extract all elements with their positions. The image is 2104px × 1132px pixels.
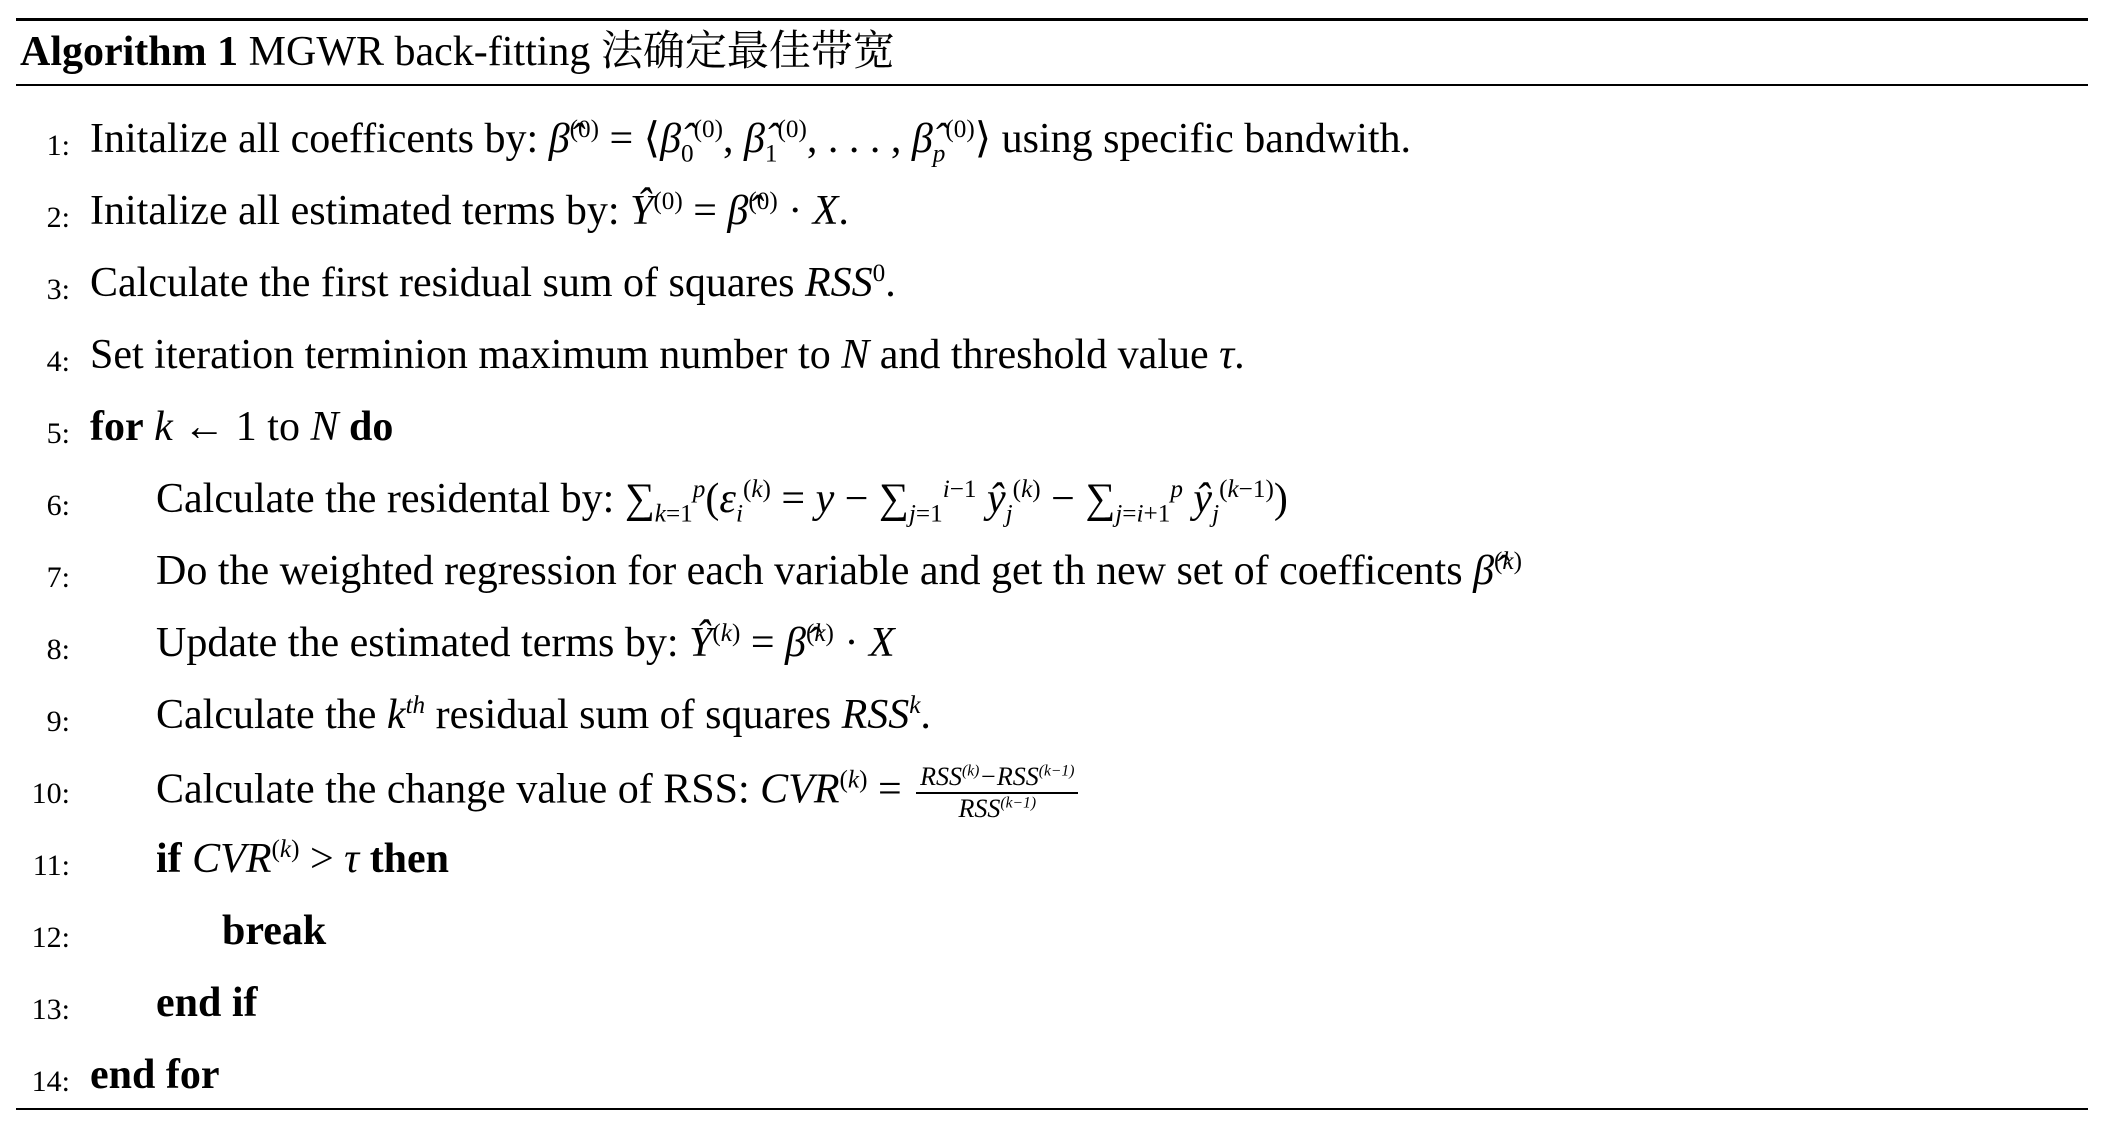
algorithm-line-3 (0, 244, 2104, 316)
line-text: Initalize all coefficents by: β̂$^{(0)}$ = $⟨\betâ_0^{(0)}$, $\betâ_1^{(0)}$, . . . , $\betâ_p^{(0)}⟩$ using specific bandwith. (90, 116, 1412, 168)
line-text: end if (156, 980, 258, 1026)
line-text: end for (90, 1052, 220, 1098)
line-text: Update the estimated terms by: $Ŷ^{(k)}$ = β̂$^{(k)}$ · X (156, 620, 895, 666)
line-number: 14: (31, 1065, 70, 1098)
line-text: break (222, 908, 327, 954)
line-text: Initalize all estimated terms by: $Ŷ^{(0)}$ = β̂$^{(0)}$ · X. (90, 188, 849, 234)
algorithm-line-14 (0, 1036, 2104, 1108)
line-text: Set iteration terminion maximum number to N and threshold value τ. (90, 332, 1245, 378)
line-number: 11: (32, 849, 70, 882)
cvr-fraction: $\frac{RSS^{(k)}-RSS^{(k-1)}}{RSS^{(k-1)}}$ (916, 762, 1078, 824)
algorithm-line-2 (0, 172, 2104, 244)
bottom-rule (16, 1108, 2088, 1110)
line-number: 4: (46, 345, 70, 378)
algorithm-line-6 (0, 460, 2104, 532)
line-number: 10: (31, 777, 70, 810)
algorithm-label: Algorithm 1 (20, 29, 239, 75)
line-number: 3: (46, 273, 70, 306)
line-number: 8: (46, 633, 70, 666)
algorithm-line-7 (0, 532, 2104, 604)
line-text: if $CVR^{(k)} > \tau$ then (156, 836, 450, 882)
line-number: 1: (46, 129, 70, 162)
line-number: 6: (46, 489, 70, 522)
line-text: Calculate the change value of RSS: $CVR^{(k)}$ = $\frac{RSS^{(k)}-RSS^{(k-1)}}{RSS^{(k-1)}}$ (156, 762, 1082, 824)
line-number: 7: (46, 561, 70, 594)
caption-rule (16, 84, 2088, 86)
line-text: Calculate the first residual sum of squares RSS$^0$. (90, 260, 896, 306)
algorithm-title: MGWR back-fitting 法确定最佳带宽 (248, 29, 895, 75)
line-number: 9: (46, 705, 70, 738)
algorithm-line-13 (0, 964, 2104, 1036)
line-number: 12: (31, 921, 70, 954)
line-text: Calculate the $k^{th}$ residual sum of squares RSS$^k$. (156, 692, 931, 738)
algorithm-line-4 (0, 316, 2104, 388)
line-text: for k ← 1 to N do (90, 404, 394, 450)
line-number: 5: (46, 417, 70, 450)
algorithm-line-1 (0, 100, 2104, 172)
line-number: 13: (31, 993, 70, 1026)
algorithm-line-10 (0, 748, 2104, 823)
top-rule (16, 18, 2088, 21)
algorithm-line-12 (0, 892, 2104, 964)
line-number: 2: (46, 201, 70, 234)
algorithm-line-5 (0, 388, 2104, 460)
algorithm-line-11 (0, 820, 2104, 892)
line-text: Calculate the residental by: $\sum_{k=1}^p(\varepsilon_i^{(k)} = y - \sum_{j=1}^{i-1}$ $ŷ_j^{(k)} - \sum_{j=i+1}^p$ $ŷ_j^{(k-1)}$) (156, 476, 1288, 528)
line-text: Do the weighted regression for each variable and get th new set of coefficents β̂$^{(k)}$ (156, 548, 1522, 594)
algorithm-caption (20, 24, 895, 80)
algorithm-line-8 (0, 604, 2104, 676)
algorithm-line-9 (0, 676, 2104, 748)
